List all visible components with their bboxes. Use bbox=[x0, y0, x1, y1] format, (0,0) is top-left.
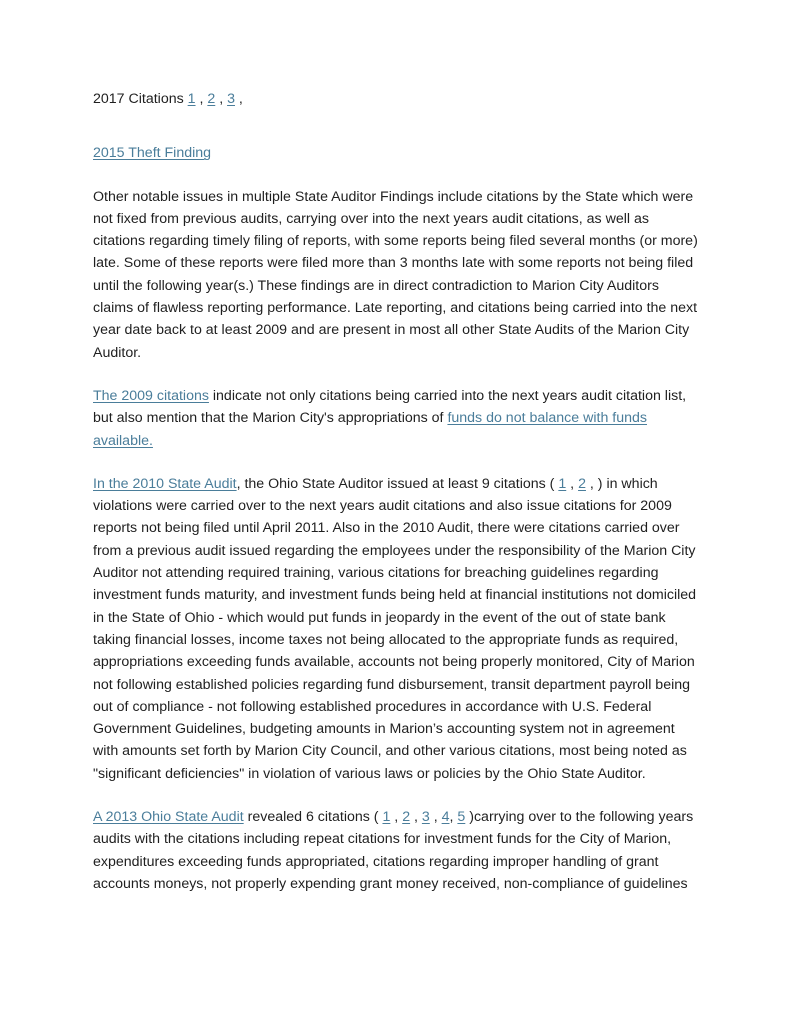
text-run: , bbox=[566, 475, 579, 492]
link-2009-citations[interactable]: The 2009 citations bbox=[93, 387, 209, 404]
text-run: , bbox=[429, 809, 442, 826]
link-2013-citation-4[interactable]: 4 bbox=[441, 809, 450, 826]
text-run: 2017 Citations bbox=[93, 91, 188, 107]
theft-finding-heading bbox=[93, 142, 699, 164]
paragraph-2010-audit bbox=[93, 473, 699, 785]
link-2013-citation-2[interactable]: 2 bbox=[402, 809, 411, 826]
paragraph-notable-issues bbox=[93, 186, 699, 364]
paragraph-2013-audit bbox=[93, 806, 699, 895]
text-run: , the Ohio State Auditor issued at least 9 citations ( bbox=[236, 475, 559, 492]
link-2013-citation-1[interactable]: 1 bbox=[382, 809, 391, 826]
text-run: )carrying over to the following years audits with the citations including repeat citations for investment funds for the City of Marion, expenditures exceeding funds appropriated, citations regarding improper handling of grant accounts moneys, not properly expending grant money received, non-compliance of guidelines bbox=[93, 809, 694, 892]
link-2015-theft-finding[interactable]: 2015 Theft Finding bbox=[93, 145, 212, 162]
text-run: , bbox=[195, 91, 208, 107]
link-2013-citation-5[interactable]: 5 bbox=[457, 809, 466, 826]
link-2010-citation-2[interactable]: 2 bbox=[578, 475, 586, 492]
text-run: , bbox=[215, 91, 228, 107]
text-run: , bbox=[410, 809, 422, 826]
text-run: , bbox=[390, 809, 403, 826]
text-run: indicate not only citations being carried into the next years audit citation list, but also mention that the Marion City's appropriations of bbox=[93, 387, 687, 427]
link-2013-citation-3[interactable]: 3 bbox=[421, 809, 430, 826]
link-2017-citation-2[interactable]: 2 bbox=[207, 91, 216, 107]
link-2010-citation-1[interactable]: 1 bbox=[558, 475, 567, 492]
link-2017-citation-3[interactable]: 3 bbox=[227, 91, 235, 107]
link-funds-do-not-balance[interactable]: funds do not balance with funds available. bbox=[93, 410, 647, 449]
text-run: , ) in which violations were carried over to the next years audit citations and also issue citations for 2009 reports not being filed until April 2011. Also in the 2010 Audit, there were citations carried over from a previous audit issued regarding the employees under the responsibility of the Marion City Auditor not attending required training, various citations for breaching guidelines regarding investment funds maturity, and investment funds being held at financial institutions not domiciled in the State of Ohio - which would put funds in jeopardy in the event of the out of state bank taking financial losses, income taxes not being allocated to the appropriate funds as required, appropriations exceeding funds available, accounts not being properly monitored, City of Marion not following established policies regarding fund disbursement, transit department payroll being out of compliance - not following established procedures in accordance with U.S. Federal Government Guidelines, budgeting amounts in Marion’s accounting system not in agreement with amounts set forth by Marion City Council, and other various citations, most being noted as "significant deficiencies" in violation of various laws or policies by the Ohio State Auditor. bbox=[93, 475, 697, 782]
paragraph-2009-citations bbox=[93, 385, 699, 452]
link-2010-state-audit[interactable]: In the 2010 State Audit bbox=[93, 475, 237, 492]
link-2013-ohio-state-audit[interactable]: A 2013 Ohio State Audit bbox=[93, 809, 244, 826]
document-page bbox=[93, 88, 699, 916]
text-run: , bbox=[449, 809, 458, 826]
link-2017-citation-1[interactable]: 1 bbox=[187, 91, 196, 107]
citations-2017-line bbox=[93, 88, 699, 110]
text-run: revealed 6 citations ( bbox=[243, 809, 383, 826]
text-run: Other notable issues in multiple State Auditor Findings include citations by the State which were not fixed from previous audits, carrying over into the next years audit citations, as well as citations regarding timely filing of reports, with some reports being filed several months (or more) late. Some of these reports were filed more than 3 months late with some reports not being filed until the following year(s.) These findings are in direct contradiction to Marion City Auditors claims of flawless reporting performance. Late reporting, and citations being carried into the next year date back to at least 2009 and are present in most all other State Audits of the Marion City Auditor. bbox=[93, 188, 698, 361]
text-run: , bbox=[234, 91, 243, 107]
